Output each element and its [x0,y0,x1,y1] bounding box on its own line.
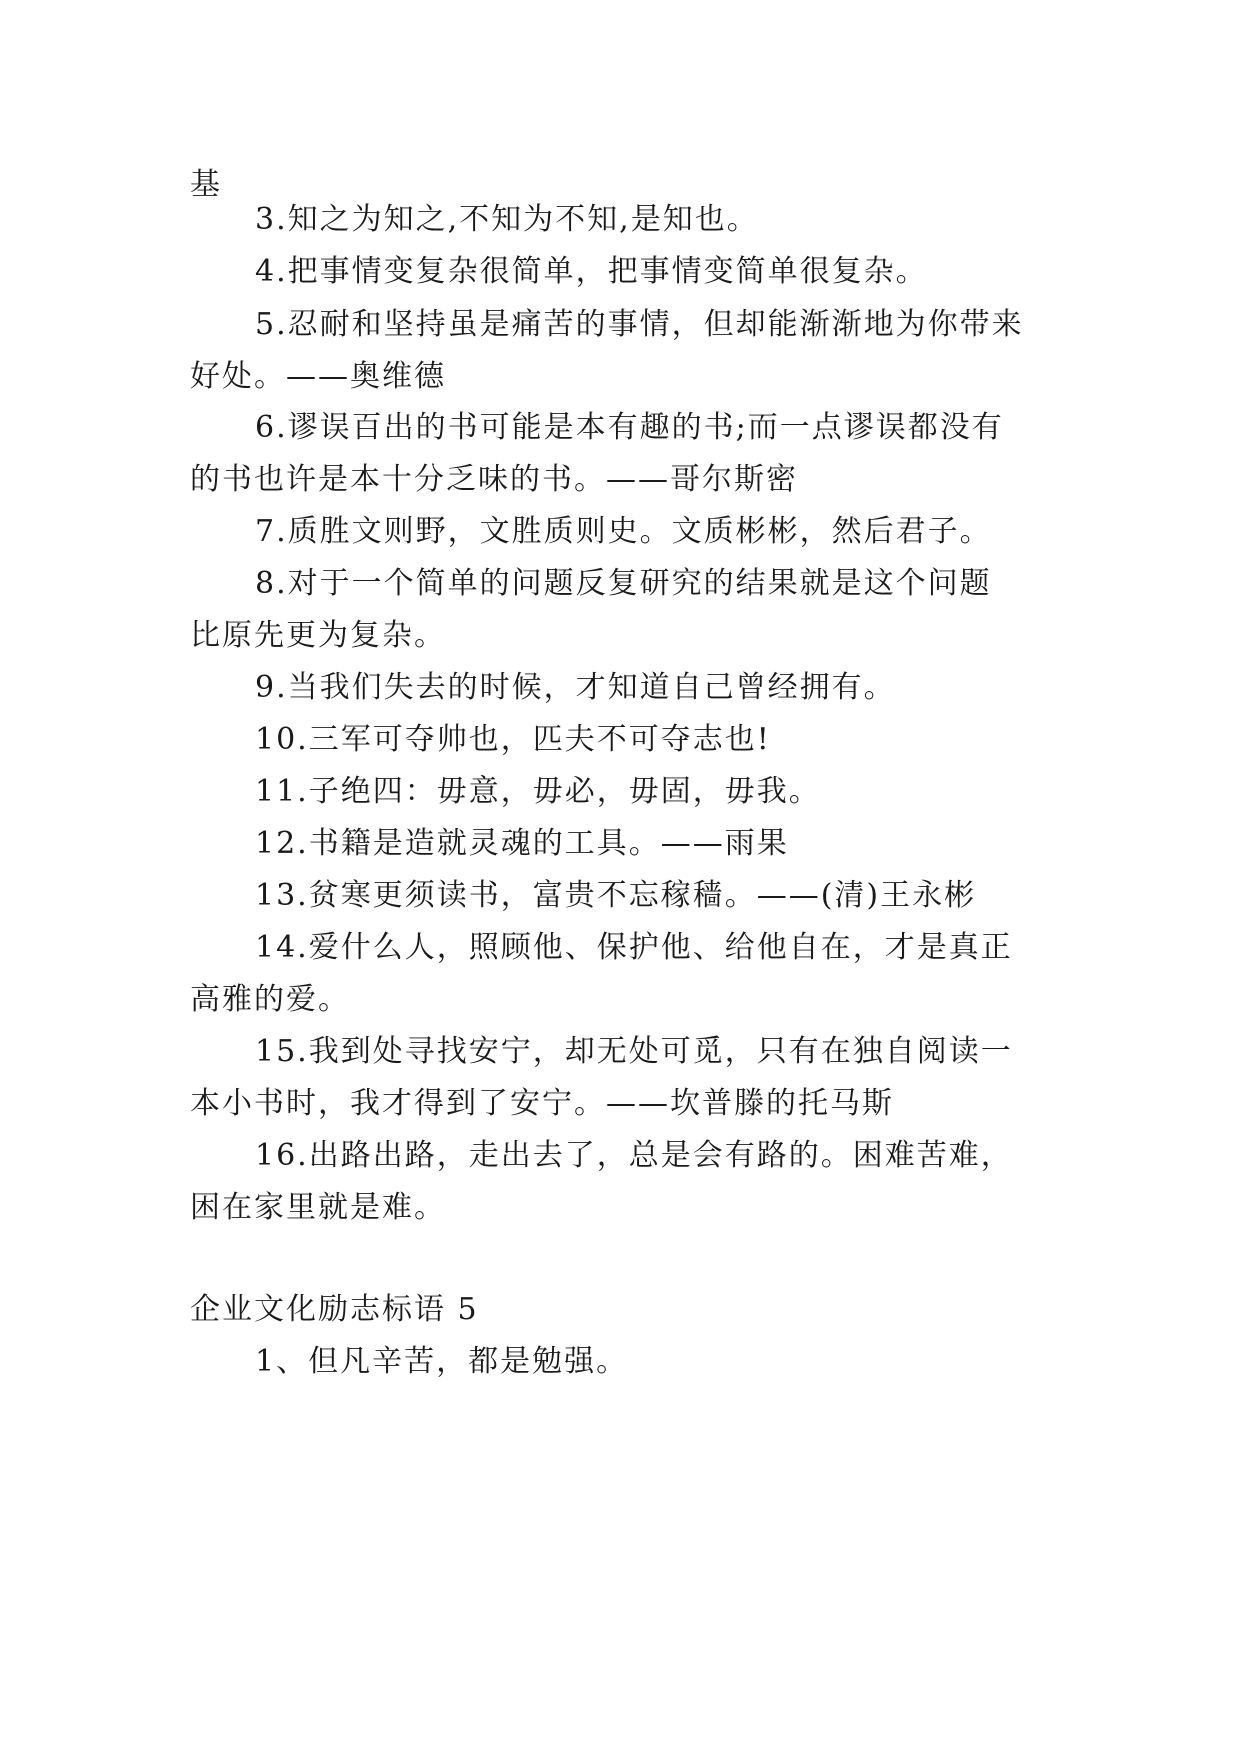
quote-line: 11.子绝四：毋意，毋必，毋固，毋我。 [255,774,821,809]
quote-line-continued: 好处。——奥维德 [190,359,446,394]
quote-line-continued: 的书也许是本十分乏味的书。——哥尔斯密 [190,462,798,497]
quote-line: 7.质胜文则野，文胜质则史。文质彬彬，然后君子。 [255,514,992,549]
section-heading: 企业文化励志标语 5 [190,1292,479,1327]
quote-line: 15.我到处寻找安宁，却无处可觅，只有在独自阅读一 [255,1034,1013,1069]
quote-line: 16.出路出路，走出去了，总是会有路的。困难苦难， [255,1138,1013,1173]
quote-line: 3.知之为知之,不知为不知,是知也。 [255,202,759,237]
text-line: 基 [190,167,222,202]
quote-line: 1、但凡辛苦，都是勉强。 [255,1344,629,1379]
quote-line-continued: 比原先更为复杂。 [190,618,446,653]
quote-line: 8.对于一个简单的问题反复研究的结果就是这个问题 [255,566,992,601]
quote-line-continued: 困在家里就是难。 [190,1190,446,1225]
quote-line: 10.三军可夺帅也，匹夫不可夺志也! [255,722,771,757]
quote-line: 4.把事情变复杂很简单，把事情变简单很复杂。 [255,254,928,289]
quote-line: 9.当我们失去的时候，才知道自己曾经拥有。 [255,670,896,705]
quote-line: 6.谬误百出的书可能是本有趣的书;而一点谬误都没有 [255,410,1004,445]
quote-line: 5.忍耐和坚持虽是痛苦的事情，但却能渐渐地为你带来 [255,307,1024,342]
quote-line: 13.贫寒更须读书，富贵不忘稼穑。——(清)王永彬 [255,878,977,913]
quote-line-continued: 本小书时，我才得到了安宁。——坎普滕的托马斯 [190,1086,894,1121]
quote-line: 12.书籍是造就灵魂的工具。——雨果 [255,826,789,861]
quote-line-continued: 高雅的爱。 [190,982,350,1017]
quote-line: 14.爱什么人，照顾他、保护他、给他自在，才是真正 [255,930,1013,965]
